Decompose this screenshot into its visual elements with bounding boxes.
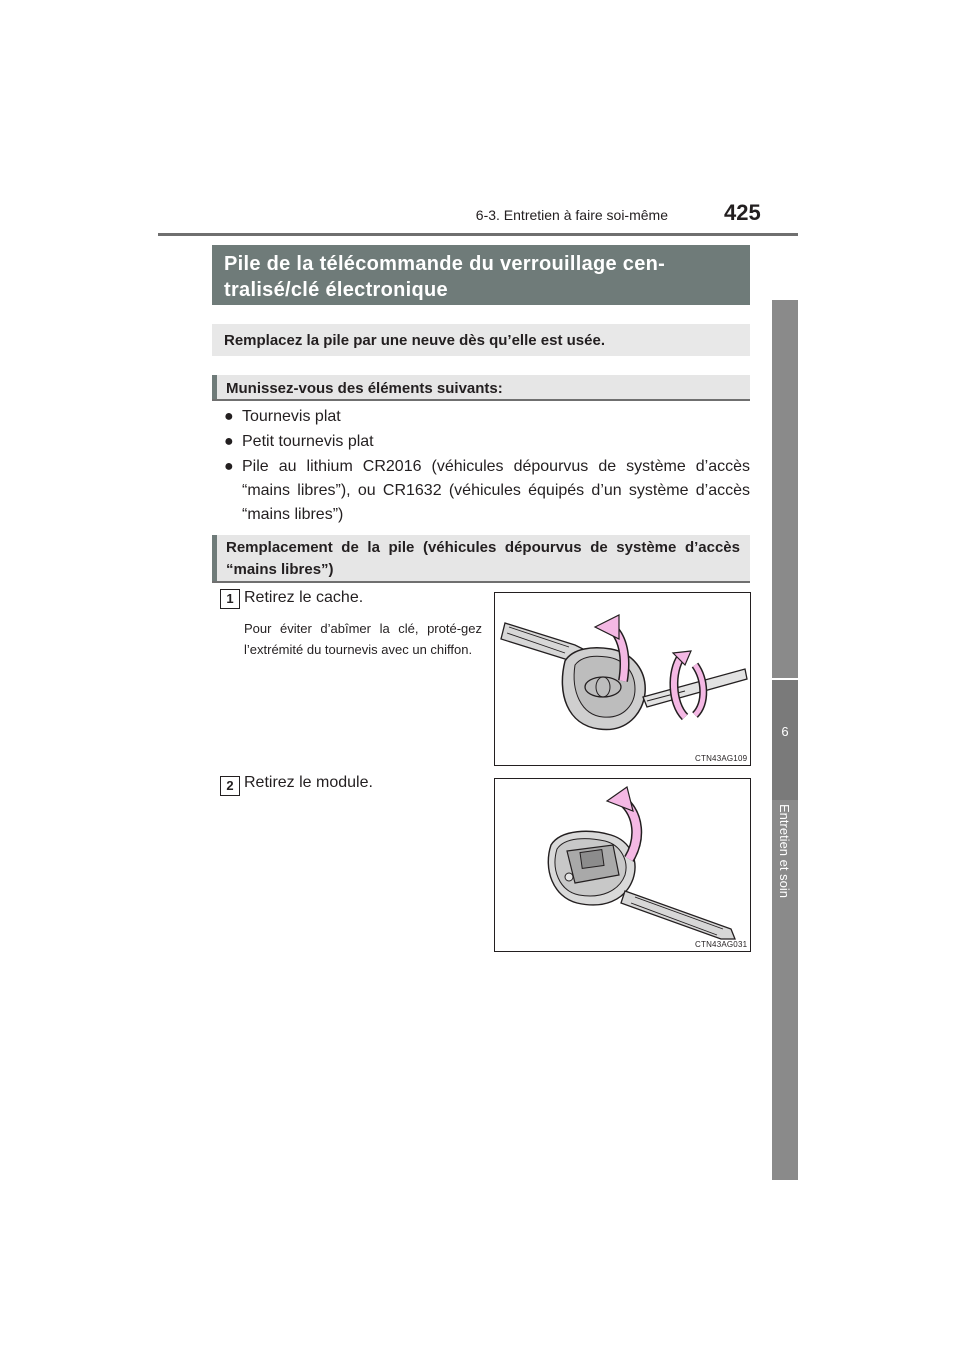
chapter-tab <box>772 680 798 800</box>
chapter-strip-upper <box>772 300 798 678</box>
image-code: CTN43AG109 <box>695 754 748 763</box>
step-number-badge: 2 <box>220 776 240 796</box>
key-cover-illustration <box>495 593 750 765</box>
intro-text: Remplacez la pile par une neuve dès qu’elle est usée. <box>224 332 605 349</box>
bullet-icon: ● <box>224 458 234 475</box>
list-item-text: Pile au lithium CR2016 (véhicules dépourvus de système d’accès “mains libres”), ou CR1632 (véhicules équipés d’un système d’accès “mains libres”) <box>242 458 750 523</box>
list-item-text: Petit tournevis plat <box>242 433 374 450</box>
list-item <box>224 405 750 429</box>
step-text: Retirez le module. <box>244 774 373 791</box>
running-header-section: 6-3. Entretien à faire soi-même <box>475 207 668 223</box>
items-header-text: Munissez-vous des éléments suivants: <box>226 380 503 397</box>
step-text: Retirez le cache. <box>244 589 364 606</box>
chapter-label-strip <box>772 800 798 1180</box>
step-note: Pour éviter d’abîmer la clé, proté-gez l’extrémité du tournevis avec un chiffon. <box>244 621 482 657</box>
list-item <box>224 455 750 527</box>
list-item-text: Tournevis plat <box>242 408 341 425</box>
list-item <box>224 430 750 454</box>
procedure-header <box>212 535 750 583</box>
section-title: Pile de la télécommande du verrouillage cen-tralisé/clé électronique <box>224 253 666 301</box>
procedure-header-accent <box>212 535 217 581</box>
bullet-icon: ● <box>224 408 234 425</box>
procedure-header-text: Remplacement de la pile (véhicules dépourvus de système d’accès “mains libres”) <box>226 539 740 578</box>
items-header-accent <box>212 375 217 399</box>
intro-box <box>212 324 750 356</box>
image-code: CTN43AG031 <box>695 940 748 949</box>
illustration-remove-module <box>494 778 751 952</box>
key-module-illustration <box>495 779 750 951</box>
items-header <box>212 375 750 401</box>
step-number-badge: 1 <box>220 589 240 609</box>
illustration-remove-cover <box>494 592 751 766</box>
bullet-icon: ● <box>224 433 234 450</box>
chapter-number: 6 <box>781 724 789 739</box>
page-number: 425 <box>724 200 761 225</box>
section-title-bar <box>212 245 750 305</box>
chapter-label: Entretien et soin <box>777 804 792 898</box>
header-divider <box>158 233 798 236</box>
